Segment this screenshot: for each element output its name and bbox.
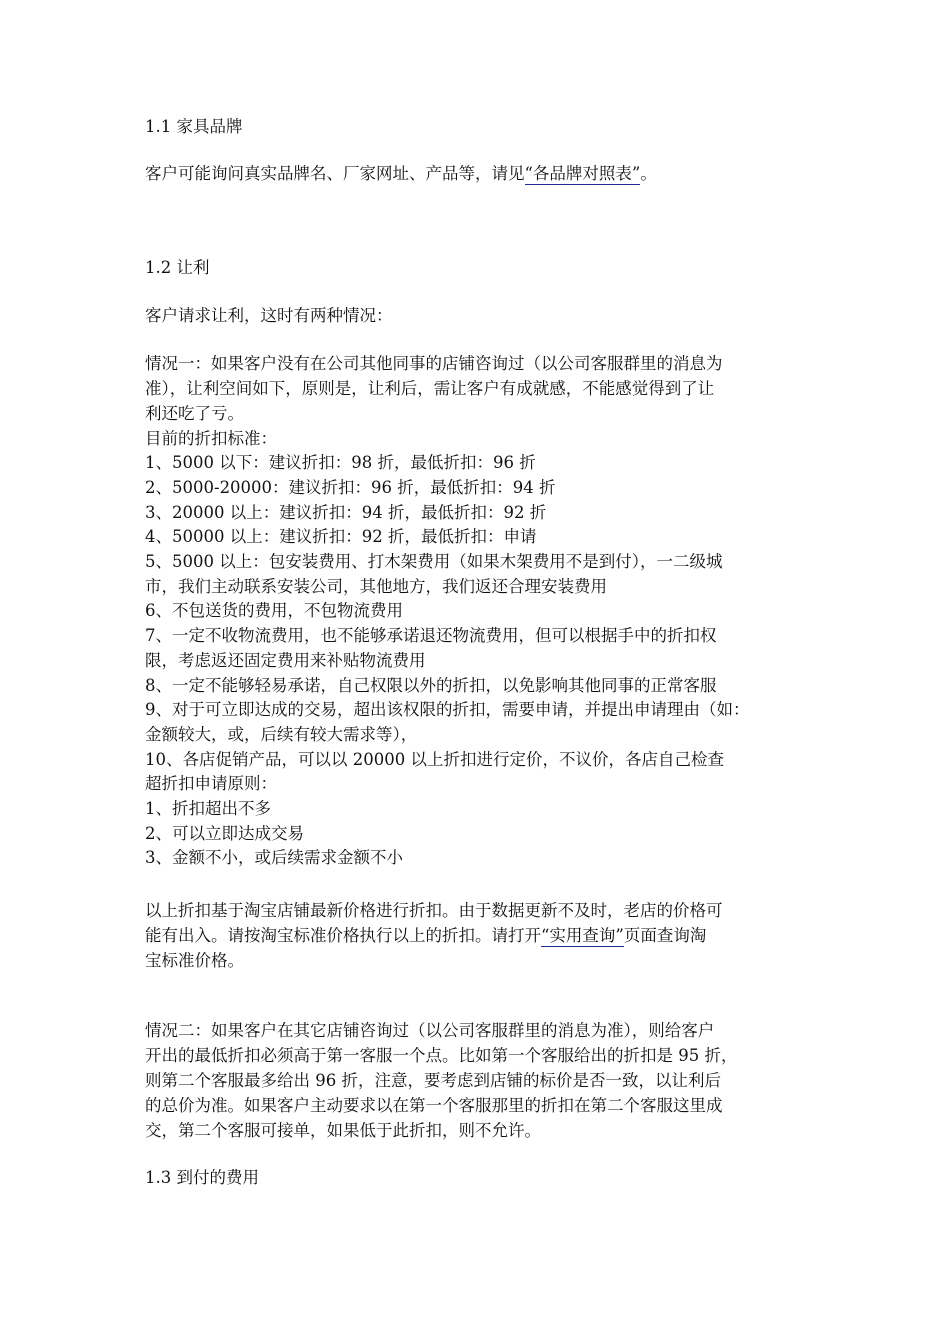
section-1-2-heading: 1.2 让利 (145, 258, 210, 277)
case1-line: 准），让利空间如下，原则是，让利后，需让客户有成就感，不能感觉得到了让 (145, 379, 715, 398)
price-note-text: 能有出入。请按淘宝标准价格执行以上的折扣。请打开 (145, 926, 541, 945)
case1-line: 市，我们主动联系安装公司，其他地方，我们返还合理安装费用 (145, 577, 607, 596)
discount-intro: 客户请求让利，这时有两种情况： (145, 306, 393, 325)
case2-line: 的总价为准。如果客户主动要求以在第一个客服那里的折扣在第二个客服这里成 (145, 1096, 723, 1115)
case1-line: 3、20000 以上：建议折扣：94 折，最低折扣：92 折 (145, 503, 547, 522)
case2-line: 交，第二个客服可接单，如果低于此折扣，则不允许。 (145, 1121, 541, 1140)
section-1-3-heading: 1.3 到付的费用 (145, 1168, 259, 1187)
case2-line: 开出的最低折扣必须高于第一客服一个点。比如第一个客服给出的折扣是 95 折， (145, 1046, 738, 1065)
brand-text-end: 。 (640, 164, 657, 183)
case1-line: 9、对于可立即达成的交易，超出该权限的折扣，需要申请，并提出申请理由（如： (145, 700, 750, 719)
brand-text: 客户可能询问真实品牌名、厂家网址、产品等，请见 (145, 164, 525, 183)
case1-line: 目前的折扣标准： (145, 429, 277, 448)
price-note-line: 宝标准价格。 (145, 951, 244, 970)
case1-line: 5、5000 以上：包安装费用、打木架费用（如果木架费用不是到付），一二级城 (145, 552, 723, 571)
case1-line: 6、不包送货的费用，不包物流费用 (145, 601, 403, 620)
case1-line: 3、金额不小，或后续需求金额不小 (145, 848, 403, 867)
case1-line: 2、可以立即达成交易 (145, 824, 304, 843)
section-1-1-heading: 1.1 家具品牌 (145, 117, 243, 136)
case1-line: 金额较大，或，后续有较大需求等）， (145, 725, 418, 744)
case1-line: 利还吃了亏。 (145, 404, 244, 423)
price-note-line: 以上折扣基于淘宝店铺最新价格进行折扣。由于数据更新不及时，老店的价格可 (145, 901, 723, 920)
case1-line: 2、5000-20000：建议折扣：96 折，最低折扣：94 折 (145, 478, 556, 497)
case1-line: 1、5000 以下：建议折扣：98 折，最低折扣：96 折 (145, 453, 536, 472)
price-note-line (145, 926, 706, 946)
case1-line: 情况一：如果客户没有在公司其他同事的店铺咨询过（以公司客服群里的消息为 (145, 354, 723, 373)
brand-paragraph (145, 164, 657, 184)
case1-line: 10、各店促销产品，可以以 20000 以上折扣进行定价，不议价，各店自己检查 (145, 750, 724, 769)
case1-line: 限，考虑返还固定费用来补贴物流费用 (145, 651, 426, 670)
case1-line: 4、50000 以上：建议折扣：92 折，最低折扣：申请 (145, 527, 537, 546)
case1-line: 1、折扣超出不多 (145, 799, 271, 818)
case1-line: 7、一定不收物流费用，也不能够承诺退还物流费用，但可以根据手中的折扣权 (145, 626, 717, 645)
case1-line: 8、一定不能够轻易承诺，自己权限以外的折扣，以免影响其他同事的正常客服 (145, 676, 717, 695)
price-note-text-end: 页面查询淘 (623, 926, 707, 945)
practical-query-link[interactable]: “实用查询” (541, 926, 624, 945)
case2-line: 情况二：如果客户在其它店铺咨询过（以公司客服群里的消息为准），则给客户 (145, 1021, 715, 1040)
case1-line: 超折扣申请原则： (145, 774, 277, 793)
brand-table-link[interactable]: “各品牌对照表” (524, 164, 641, 183)
case2-line: 则第二个客服最多给出 96 折，注意，要考虑到店铺的标价是否一致，以让利后 (145, 1071, 721, 1090)
